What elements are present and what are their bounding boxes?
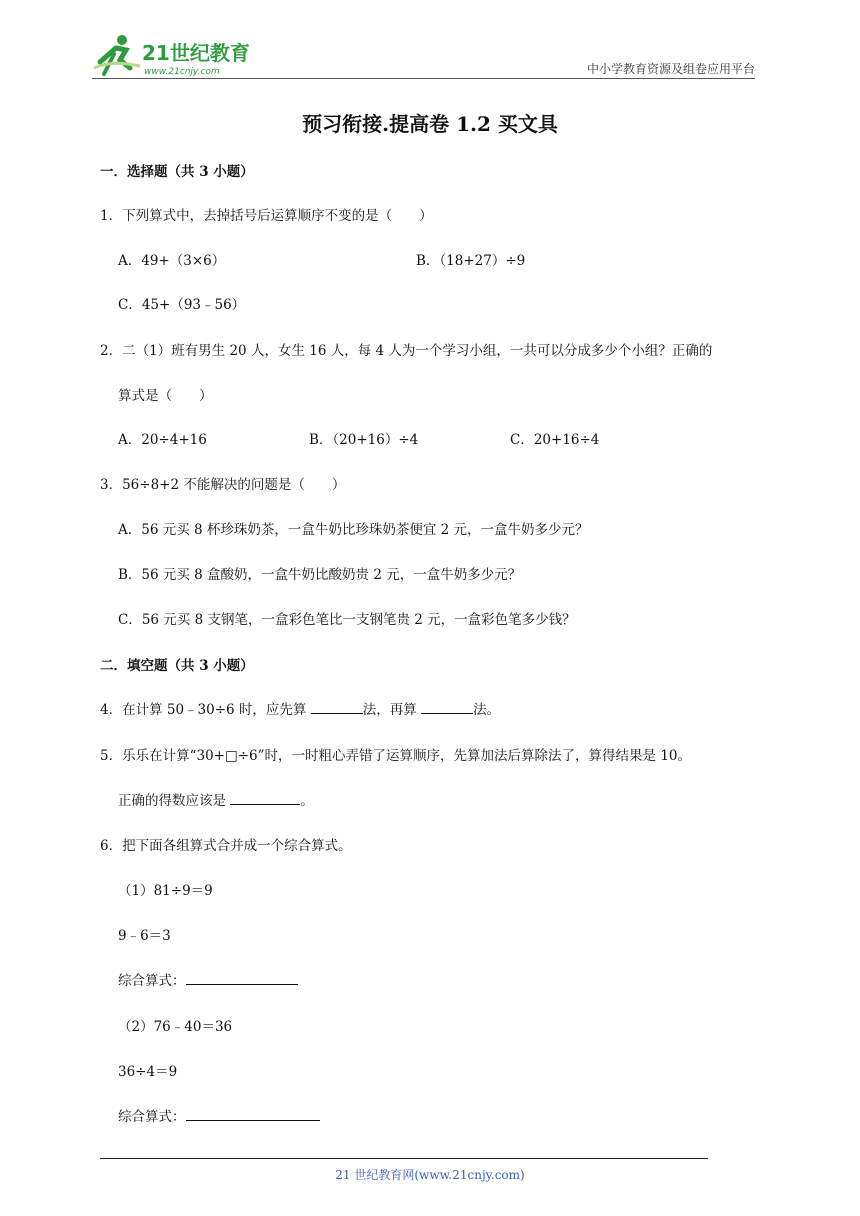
q5-answer-line — [118, 789, 314, 809]
combined-label: 综合算式： — [118, 973, 186, 989]
logo-url: www.21cnjy.com — [144, 67, 220, 77]
q3-stem: 3．56÷8+2 不能解决的问题是（ ） — [100, 477, 346, 493]
q1-option-a: A．49+（3×6） — [118, 253, 226, 269]
q6-stem: 6．把下面各组算式合并成一个综合算式。 — [100, 838, 352, 854]
q4-text-1: 4．在计算 50﹣30÷6 时，应先算 — [100, 702, 311, 718]
q5-text-1: 正确的得数应该是 — [118, 793, 231, 809]
q6-group1-line2: 9﹣6＝3 — [118, 928, 171, 944]
q4-text-3: 法。 — [473, 702, 501, 718]
q1-option-c: C．45+（93﹣56） — [118, 297, 246, 313]
q4-text-2: 法，再算 — [362, 702, 422, 718]
logo-text: 21世纪教育 — [142, 41, 250, 65]
q3-option-a: A．56 元买 8 杯珍珠奶茶，一盒牛奶比珍珠奶茶便宜 2 元，一盒牛奶多少元？ — [118, 522, 589, 538]
q6-group1-combined — [118, 969, 298, 989]
q5-blank[interactable] — [230, 792, 300, 805]
section-heading-choice: 一．选择题（共 3 小题） — [100, 164, 254, 180]
q1-option-b: B．（18+27）÷9 — [416, 253, 526, 269]
q5-stem: 5．乐乐在计算“30+□÷6”时，一时粗心弄错了运算顺序，先算加法后算除法了，算得结果是 10。 — [100, 748, 692, 764]
header-platform-text: 中小学教育资源及组卷应用平台 — [586, 62, 755, 76]
q1-stem: 1．下列算式中，去掉括号后运算顺序不变的是（ ） — [100, 208, 433, 224]
footer-divider — [100, 1158, 708, 1159]
q6-blank-2[interactable] — [186, 1108, 320, 1121]
section-heading-fill: 二．填空题（共 3 小题） — [100, 658, 254, 674]
q2-option-b: B．（20+16）÷4 — [309, 432, 419, 448]
combined-label: 综合算式： — [118, 1109, 186, 1125]
q2-stem: 2．二（1）班有男生 20 人，女生 16 人，每 4 人为一个学习小组，一共可以分成多少个小组？正确的 — [100, 343, 713, 359]
q3-option-c: C．56 元买 8 支钢笔，一盒彩色笔比一支钢笔贵 2 元，一盒彩色笔多少钱？ — [118, 612, 576, 628]
q5-text-2: 。 — [300, 793, 314, 809]
q6-group2-line2: 36÷4＝9 — [118, 1064, 178, 1080]
q6-group2-combined — [118, 1105, 320, 1125]
footer-link[interactable]: 21 世纪教育网(www.21cnjy.com) — [335, 1168, 525, 1182]
q3-option-b: B．56 元买 8 盒酸奶，一盒牛奶比酸奶贵 2 元，一盒牛奶多少元？ — [118, 567, 522, 583]
q2-stem-continued: 算式是（ ） — [118, 388, 213, 404]
q6-group2-line1: （2）76﹣40＝36 — [118, 1019, 233, 1035]
page-title: 预习衔接.提高卷 1.2 买文具 — [302, 112, 558, 136]
q4-blank-2[interactable] — [421, 701, 473, 714]
q2-option-a: A．20÷4+16 — [118, 432, 207, 448]
q4-line — [100, 698, 500, 718]
site-logo — [92, 32, 262, 80]
runner-icon — [94, 35, 140, 74]
q6-blank-1[interactable] — [186, 972, 298, 985]
header-divider — [92, 78, 755, 79]
q6-group1-line1: （1）81÷9＝9 — [118, 883, 213, 899]
q2-option-c: C．20+16÷4 — [510, 432, 600, 448]
q4-blank-1[interactable] — [311, 701, 363, 714]
